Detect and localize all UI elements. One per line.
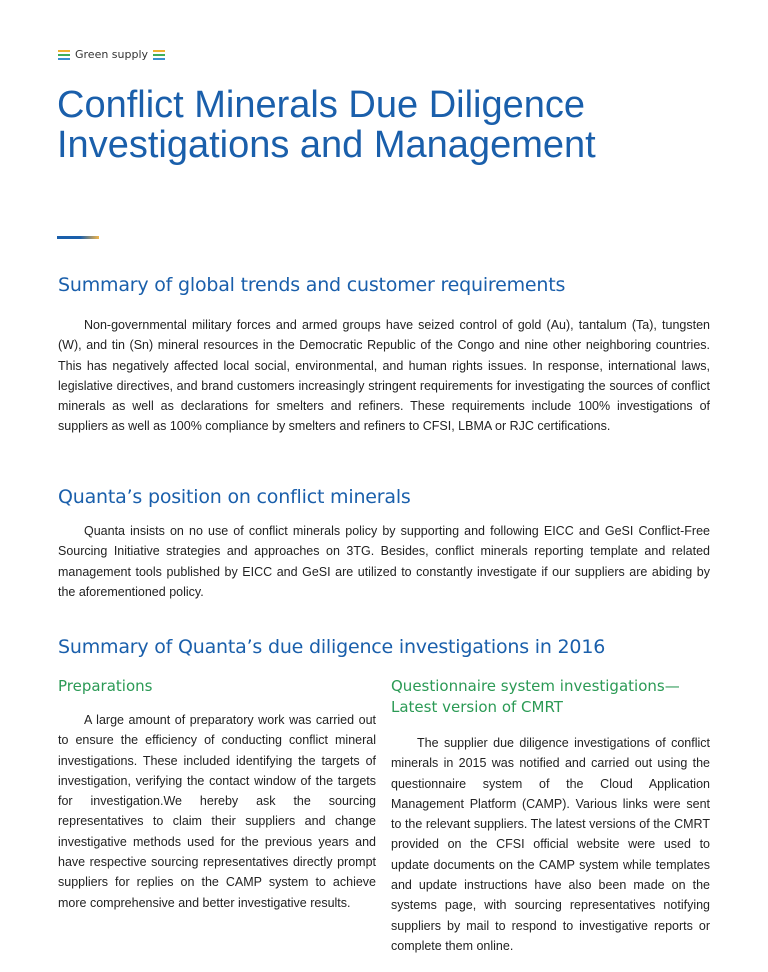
section-heading-due-diligence-2016: Summary of Quanta’s due diligence investigations in 2016	[58, 636, 606, 658]
paragraph-global-trends: Non-governmental military forces and armed groups have seized control of gold (Au), tantalum (Ta), tungsten (W), and tin (Sn) mineral resources in the Democratic Republic of the Congo and nine other neighboring countries. This has negatively affected local social, environmental, and human rights issues. In response, international laws, legislative directives, and brand customers increasingly stringent requirements for investigating the sources of conflict minerals as well as declarations for smelters and refiners. These requirements include 100% investigations of suppliers as well as 100% compliance by smelters and refiners to CFSI, LBMA or RJC certifications.	[58, 318, 710, 434]
section-eyebrow	[58, 48, 165, 61]
paragraph-questionnaire: The supplier due diligence investigations of conflict minerals in 2015 was notified and carried out using the questionnaire system of the Cloud Application Management Platform (CAMP). Various links were sent to the relevant suppliers. The latest versions of the CMRT provided on the CFSI official website were used to update documents on the CAMP system while templates and update instructions have also been made on the systems page, with sourcing representatives notifying suppliers by mail to respond to investigative reports or complete them online.	[391, 736, 710, 953]
title-underline-rule	[57, 236, 99, 239]
paragraph-quanta-position: Quanta insists on no use of conflict minerals policy by supporting and following EICC and GeSI Conflict-Free Sourcing Initiative strategies and approaches on 3TG. Besides, conflict minerals reporting template and related management tools published by EICC and GeSI are utilized to constantly investigate if our suppliers are abiding by the aforementioned policy.	[58, 524, 710, 599]
paragraph-preparations: A large amount of preparatory work was carried out to ensure the efficiency of conducting conflict mineral investigations. These included identifying the targets of investigation, verifying the contact window of the targets for investigation.We hereby ask the sourcing representatives to claim their suppliers and change investigative methods used for the previous years and have respective sourcing representatives directly prompt suppliers for replies on the CAMP system to achieve more comprehensive and better investigative results.	[58, 713, 376, 910]
list-lines-icon	[153, 50, 165, 60]
section-heading-quanta-position: Quanta’s position on conflict minerals	[58, 486, 411, 508]
eyebrow-label: Green supply	[75, 48, 149, 61]
subheading-questionnaire: Questionnaire system investigations— Latest version of CMRT	[391, 677, 680, 716]
list-lines-icon	[58, 50, 70, 60]
subheading-preparations: Preparations	[58, 677, 153, 695]
page-title: Conflict Minerals Due Diligence Investigations and Management	[57, 84, 596, 166]
section-heading-global-trends: Summary of global trends and customer requirements	[58, 274, 566, 296]
